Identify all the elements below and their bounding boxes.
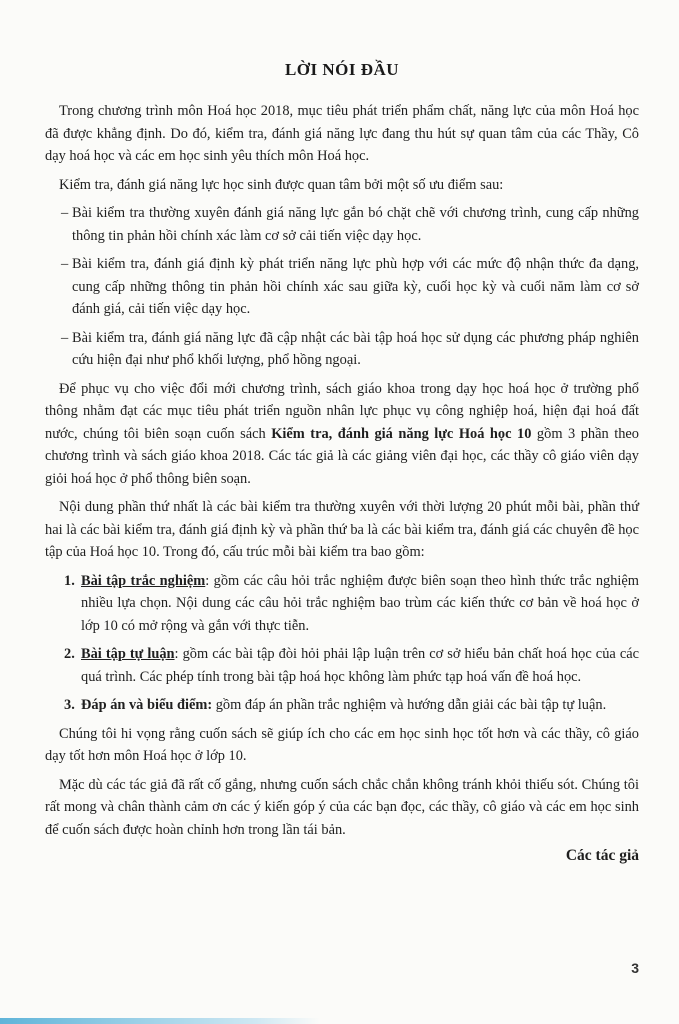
- item-text: : gồm các câu hỏi trắc nghiệm được biên soạn theo hình thức trắc nghiệm nhiều lựa chọn. Nội dung các câu hỏi trắc nghiệm bao trùm các kiến thức cơ bản về hoá học ở lớp 10 có mở rộng và gắn với thực tiễn.: [81, 572, 639, 634]
- list-item: [45, 202, 639, 247]
- hope-paragraph: Chúng tôi hi vọng rằng cuốn sách sẽ giúp ích cho các em học sinh học tốt hơn và các thầy, cô giáo dạy tốt hơn môn Hoá học ở lớp 10.: [45, 725, 639, 764]
- list-item: [45, 253, 639, 321]
- advantages-lead: Kiểm tra, đánh giá năng lực học sinh được quan tâm bởi một số ưu điểm sau:: [59, 176, 504, 193]
- page-number: 3: [631, 960, 639, 976]
- dash-bullet: –: [61, 256, 69, 272]
- item-number: 3.: [64, 697, 75, 713]
- structure-list: [45, 570, 639, 717]
- closing-paragraph: Mặc dù các tác giả đã rất cố gắng, nhưng cuốn sách chắc chắn không tránh khỏi thiếu sót. Chúng tôi rất mong và chân thành cảm ơn các ý kiến góp ý của các bạn đọc, các thầy, cô giáo và các em học sinh để cuốn sách được hoàn chỉnh hơn trong lần tái bản.: [45, 776, 639, 838]
- advantage-text: Bài kiểm tra thường xuyên đánh giá năng lực gắn bó chặt chẽ với chương trình, cung cấp những thông tin phản hồi chính xác làm cơ sở cải tiến việc dạy học.: [72, 205, 639, 244]
- purpose-paragraph: [45, 378, 639, 491]
- advantage-text: Bài kiểm tra, đánh giá năng lực đã cập nhật các bài tập hoá học sử dụng các phương pháp nghiên cứu hiện đại như phổ khối lượng, phổ hồng ngoại.: [72, 329, 639, 368]
- list-item: [45, 570, 639, 638]
- content-paragraph: Nội dung phần thứ nhất là các bài kiểm tra thường xuyên với thời lượng 20 phút mỗi bài, phần thứ hai là các bài kiểm tra, đánh giá định kỳ và phần thứ ba là các bài kiểm tra, đánh giá các chuyên đề học tập của Hoá học 10. Trong đó, cấu trúc mỗi bài kiểm tra bao gồm:: [45, 499, 639, 560]
- advantages-list: [45, 202, 639, 372]
- item-heading: Bài tập tự luận: [81, 646, 175, 662]
- preface-page: [45, 60, 639, 865]
- page-title: LỜI NÓI ĐẦU: [284, 60, 400, 79]
- item-text: : gồm các bài tập đòi hỏi phải lập luận trên cơ sở hiểu bản chất hoá học của các quá trình. Các phép tính trong bài tập hoá học không làm phức tạp hoá vấn đề hoá học.: [81, 646, 639, 685]
- list-item: [45, 643, 639, 688]
- intro-paragraph: Trong chương trình môn Hoá học 2018, mục tiêu phát triển phẩm chất, năng lực của môn Hoá học đã được khẳng định. Do đó, kiểm tra, đánh giá năng lực đang thu hút sự quan tâm của các Thầy, Cô dạy hoá học và các em học sinh yêu thích môn Hoá học.: [45, 103, 639, 164]
- decorative-bottom-bar: [0, 1018, 320, 1024]
- purpose-text-after: gồm 3 phần theo chương trình và sách giáo khoa 2018. Các tác giả là các giảng viên đại học, các thầy cô giáo viên dạy giỏi hoá học ở phổ thông biên soạn.: [45, 425, 639, 487]
- dash-bullet: –: [61, 205, 69, 221]
- item-text: gồm đáp án phần trắc nghiệm và hướng dẫn giải các bài tập tự luận.: [212, 697, 607, 713]
- purpose-text-before: Để phục vụ cho việc đổi mới chương trình, sách giáo khoa trong dạy học hoá học ở trường phổ thông nhằm đạt các mục tiêu phát triển nguồn nhân lực phục vụ công nghiệp hoá, hiện đại hoá đất nước, chúng tôi biên soạn cuốn sách: [45, 380, 639, 442]
- book-title: Kiểm tra, đánh giá năng lực Hoá học 10: [271, 425, 532, 442]
- item-heading: Bài tập trắc nghiệm: [81, 572, 206, 589]
- dash-bullet: –: [61, 329, 69, 346]
- item-number: 1.: [64, 572, 75, 589]
- list-item: [45, 327, 639, 372]
- item-number: 2.: [64, 646, 75, 662]
- signature: Các tác giả: [565, 847, 639, 864]
- item-heading: Đáp án và biểu điểm:: [81, 697, 213, 713]
- advantage-text: Bài kiểm tra, đánh giá định kỳ phát triển năng lực phù hợp với các mức độ nhận thức đa dạng, cung cấp những thông tin phản hồi chính xác sau giữa kỳ, cuối học kỳ và cuối năm làm cơ sở đánh giá, cải tiến việc dạy học.: [72, 256, 639, 317]
- list-item: [45, 694, 639, 717]
